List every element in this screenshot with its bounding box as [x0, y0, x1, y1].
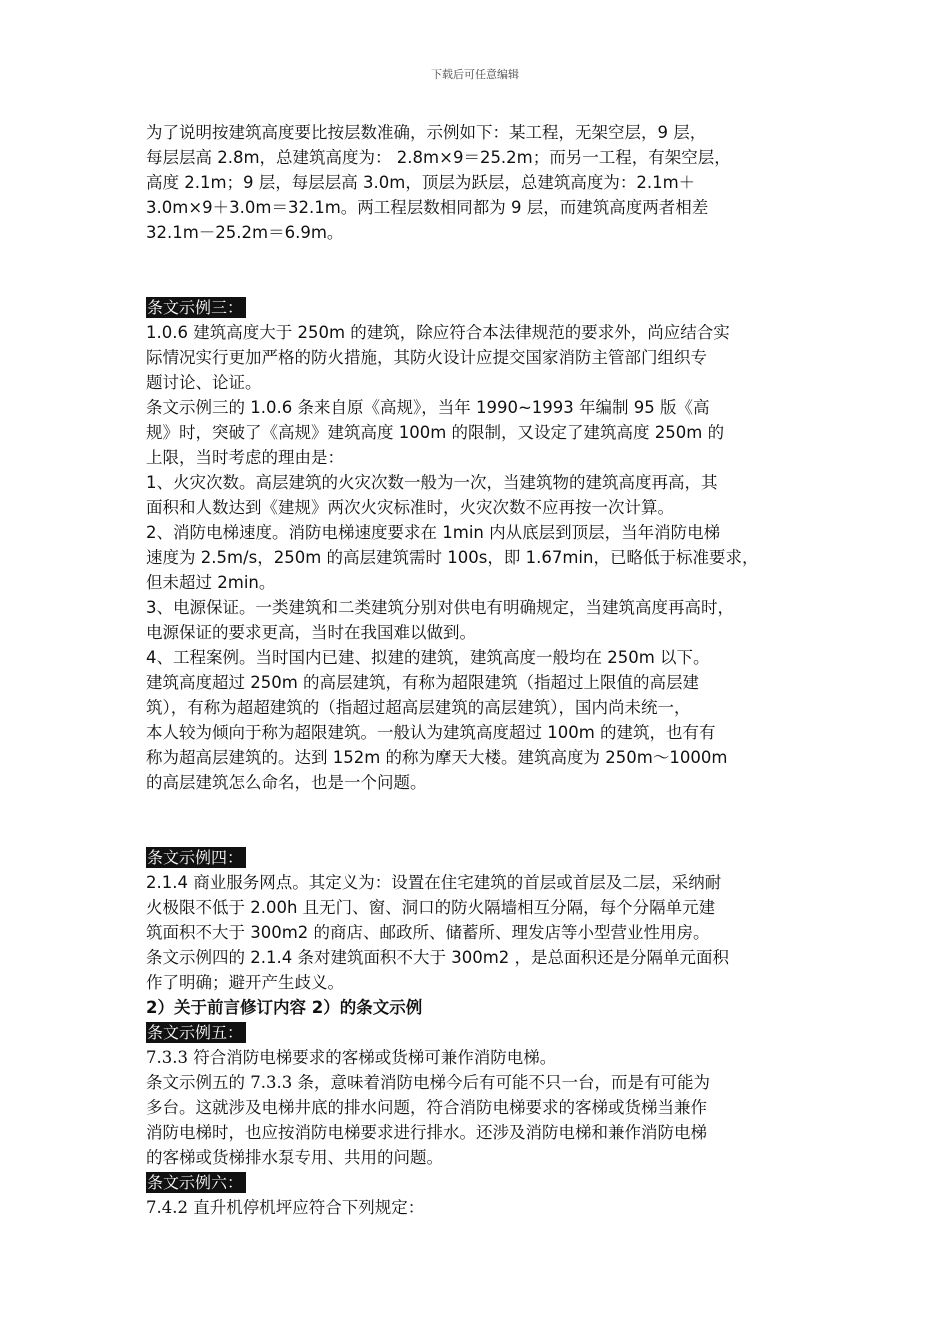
text-line: 为了说明按建筑高度要比按层数准确，示例如下：某工程，无架空层，9 层，	[146, 123, 707, 142]
text-line: 条文示例五的 7.3.3 条，意味着消防电梯今后有可能不只一台，而是有可能为	[146, 1073, 710, 1092]
text-line: 面积和人数达到《建规》两次火灾标准时，火灾次数不应再按一次计算。	[146, 498, 674, 517]
text-line: 速度为 2.5m/s，250m 的高层建筑需时 100s，即 1.67min，已略低于标准要求，	[146, 548, 759, 567]
text-line: 电源保证的要求更高，当时在我国难以做到。	[146, 623, 476, 642]
section-tag-example-3: 条文示例三：	[146, 297, 246, 318]
text-line: 本人较为倾向于称为超限建筑。一般认为建筑高度超过 100m 的建筑，也有有	[146, 723, 716, 742]
text-line: 火极限不低于 2.00h 且无门、窗、洞口的防火隔墙相互分隔，每个分隔单元建	[146, 898, 716, 917]
paragraph-example-4	[146, 870, 826, 995]
text-line: 32.1m－25.2m＝6.9m。	[146, 223, 344, 242]
paragraph-example-5	[146, 1070, 826, 1170]
section-tag-example-4: 条文示例四：	[146, 847, 246, 868]
paragraph-example-3	[146, 320, 826, 795]
text-line: 际情况实行更加严格的防火措施，其防火设计应提交国家消防主管部门组织专	[146, 348, 707, 367]
text-line: 每层层高 2.8m，总建筑高度为： 2.8m×9＝25.2m；而另一工程，有架空层，	[146, 148, 731, 167]
text-line: 3、电源保证。一类建筑和二类建筑分别对供电有明确规定，当建筑高度再高时，	[146, 598, 734, 617]
text-line: 建筑高度超过 250m 的高层建筑，有称为超限建筑（指超过上限值的高层建	[146, 673, 700, 692]
clause-7-3-3: 7.3.3 符合消防电梯要求的客梯或货梯可兼作消防电梯。	[146, 1048, 557, 1067]
text-line: 的客梯或货梯排水泵专用、共用的问题。	[146, 1148, 443, 1167]
text-line: 称为超高层建筑的。达到 152m 的称为摩天大楼。建筑高度为 250m～1000m	[146, 748, 728, 767]
text-line: 多台。这就涉及电梯井底的排水问题，符合消防电梯要求的客梯或货梯当兼作	[146, 1098, 707, 1117]
text-line: 筑），有称为超超建筑的（指超过超高层建筑的高层建筑），国内尚未统一，	[146, 698, 691, 717]
clause-7-4-2: 7.4.2 直升机停机坪应符合下列规定：	[146, 1198, 425, 1217]
paragraph-height-example	[146, 120, 826, 245]
text-line: 规》时，突破了《高规》建筑高度 100m 的限制，又设定了建筑高度 250m 的	[146, 423, 725, 442]
text-line: 消防电梯时，也应按消防电梯要求进行排水。还涉及消防电梯和兼作消防电梯	[146, 1123, 707, 1142]
section-tag-example-5: 条文示例五：	[146, 1022, 246, 1043]
text-line: 条文示例三的 1.0.6 条来自原《高规》，当年 1990~1993 年编制 95 版《高	[146, 398, 710, 417]
text-line: 但未超过 2min。	[146, 573, 276, 592]
document-body	[146, 120, 826, 1220]
text-line: 2、消防电梯速度。消防电梯速度要求在 1min 内从底层到顶层，当年消防电梯	[146, 523, 721, 542]
text-line: 筑面积不大于 300m2 的商店、邮政所、储蓄所、理发店等小型营业性用房。	[146, 923, 710, 942]
text-line: 2.1.4 商业服务网点。其定义为：设置在住宅建筑的首层或首层及二层，采纳耐	[146, 873, 722, 892]
text-line: 上限，当时考虑的理由是：	[146, 448, 344, 467]
text-line: 作了明确；避开产生歧义。	[146, 973, 344, 992]
text-line: 1.0.6 建筑高度大于 250m 的建筑，除应符合本法律规范的要求外，尚应结合实	[146, 323, 730, 342]
text-line: 3.0m×9＋3.0m＝32.1m。两工程层数相同都为 9 层，而建筑高度两者相差	[146, 198, 709, 217]
section-tag-example-6: 条文示例六：	[146, 1172, 246, 1193]
text-line: 4、工程案例。当时国内已建、拟建的建筑，建筑高度一般均在 250m 以下。	[146, 648, 710, 667]
page-header: 下载后可任意编辑	[431, 68, 519, 81]
text-line: 高度 2.1m；9 层，每层层高 3.0m，顶层为跃层，总建筑高度为：2.1m＋	[146, 173, 696, 192]
text-line: 的高层建筑怎么命名，也是一个问题。	[146, 773, 427, 792]
text-line: 题讨论、论证。	[146, 373, 262, 392]
section-heading: 2）关于前言修订内容 2）的条文示例	[146, 998, 423, 1017]
text-line: 条文示例四的 2.1.4 条对建筑面积不大于 300m2 ，是总面积还是分隔单元面积	[146, 948, 730, 967]
text-line: 1、火灾次数。高层建筑的火灾次数一般为一次，当建筑物的建筑高度再高，其	[146, 473, 718, 492]
